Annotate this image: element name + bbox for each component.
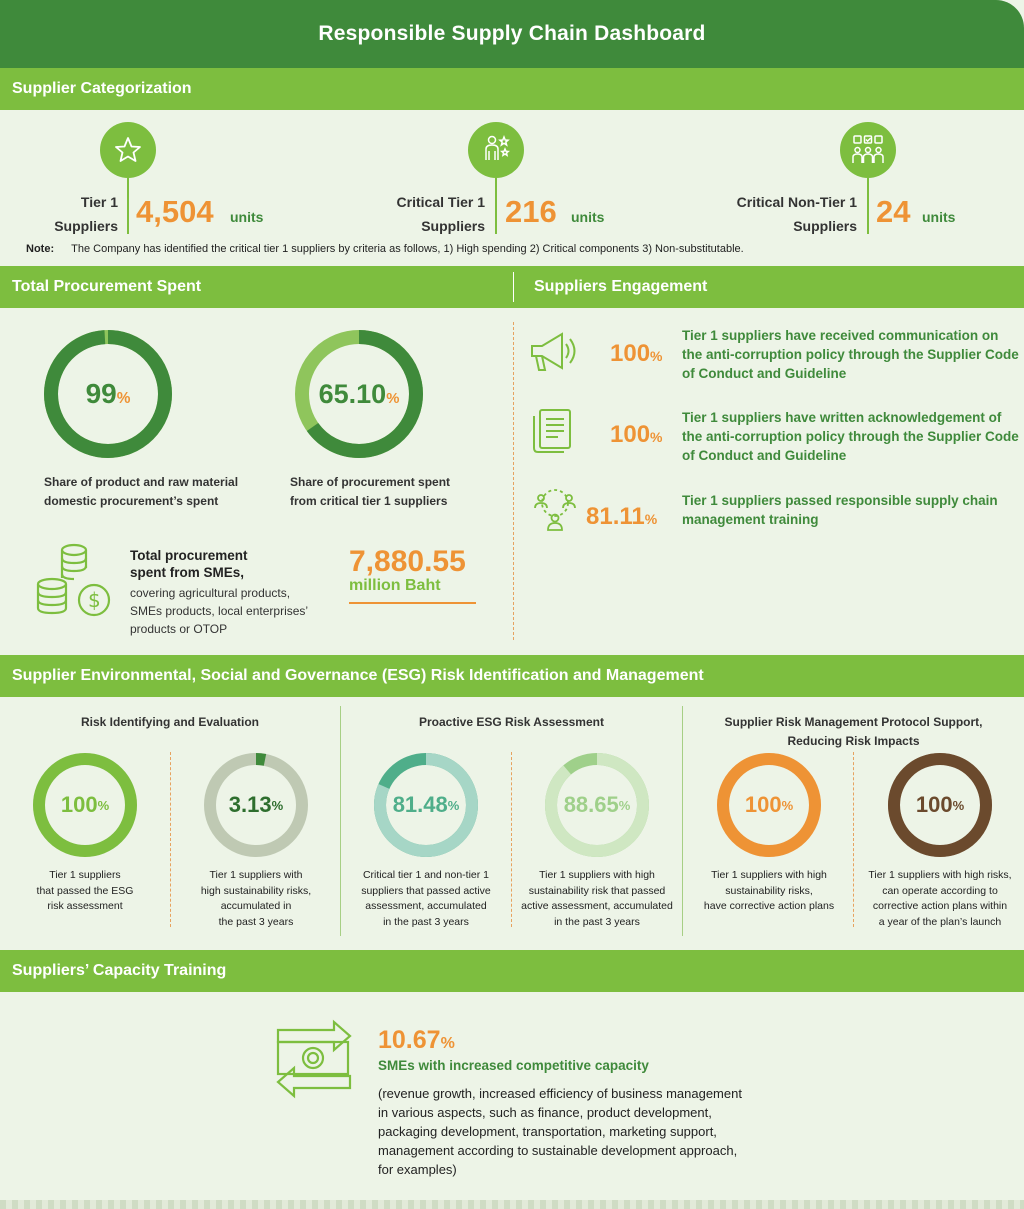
esg-donut-caption-4: Tier 1 suppliers with high sustainability risk that passed active assessment, accumulated in the past 3 years xyxy=(521,869,673,928)
training-subtitle: SMEs with increased competitive capacity xyxy=(378,1058,649,1073)
engagement-text-1: Tier 1 suppliers have received communication on the anti-corruption policy through the Supplier Code of Conduct and Guideline xyxy=(682,328,1019,381)
esg-donut-value-6: 100 % xyxy=(915,792,965,817)
smes-unit: million Baht xyxy=(349,577,441,594)
procurement-caption-domestic: Share of product and raw material domestic procurement’s spent xyxy=(44,475,239,508)
esg-donut-6 xyxy=(887,752,993,858)
engagement-value-3: 81.11% xyxy=(586,503,658,530)
document-icon xyxy=(530,406,576,459)
procurement-caption-critical: Share of procurement spent from critical tier 1 suppliers xyxy=(290,475,451,508)
esg-group-divider-2 xyxy=(682,706,683,936)
megaphone-icon xyxy=(528,330,578,381)
esg-donut-4 xyxy=(544,752,650,858)
section-header-procurement: Total Procurement Spent xyxy=(0,266,1024,308)
critical-tier1-label: Critical Tier 1 Suppliers xyxy=(396,194,485,234)
esg-donut-caption-2: Tier 1 suppliers with high sustainability risks, accumulated in the past 3 years xyxy=(200,869,312,928)
esg-donut-value-2: 3.13 % xyxy=(228,792,284,817)
smes-description: covering agricultural products, SMEs products, local enterprises’ products or OTOP xyxy=(130,586,309,636)
esg-donut-value-5: 100 % xyxy=(744,792,794,817)
svg-text:$: $ xyxy=(88,588,101,612)
page-title xyxy=(0,0,1024,68)
smes-title: Total procurement spent from SMEs, xyxy=(130,548,248,580)
group-check-icon xyxy=(840,122,896,178)
esg-donut-3 xyxy=(373,752,479,858)
critical-non-tier1-label: Critical Non-Tier 1 Suppliers xyxy=(736,194,857,234)
critical-non-tier1-value: 24 xyxy=(876,194,911,229)
section-header-training: Suppliers’ Capacity Training xyxy=(0,950,1024,992)
coins-icon xyxy=(34,540,118,629)
esg-donut-value-3: 81.48 % xyxy=(392,792,460,817)
esg-donut-value-1: 100 % xyxy=(60,792,110,817)
engagement-value-2: 100% xyxy=(610,421,663,448)
engagement-value-1: 100% xyxy=(610,340,663,367)
section-header-esg: Supplier Environmental, Social and Governance (ESG) Risk Identification and Management xyxy=(0,655,1024,697)
procurement-value-domestic: 99% xyxy=(85,378,131,409)
section-header-categorization: Supplier Categorization xyxy=(0,68,1024,110)
esg-donut-value-4: 88.65 % xyxy=(563,792,631,817)
training-description: (revenue growth, increased efficiency of business management in various aspects, such as finance, product development, packaging development, transportation, marketing support, management according to sustainable development approach, for examples) xyxy=(378,1086,742,1177)
critical-tier1-unit: units xyxy=(571,209,605,225)
note: Note: The Company has identified the critical tier 1 suppliers by criteria as follows, 1) High spending 2) Critical components 3) Non-substitutable. xyxy=(26,243,744,255)
critical-tier1-value: 216 xyxy=(505,194,557,229)
people-network-icon xyxy=(528,488,582,539)
training-value: 10.67% xyxy=(378,1026,455,1054)
engagement-text-3: Tier 1 suppliers passed responsible supply chain management training xyxy=(682,493,998,527)
star-icon xyxy=(100,122,156,178)
section-divider xyxy=(513,322,514,640)
esg-group-title-1: Risk Identifying and Evaluation xyxy=(80,715,260,729)
section-header-engagement: Suppliers Engagement xyxy=(534,278,708,295)
esg-donut-5 xyxy=(716,752,822,858)
esg-group-title-2: Proactive ESG Risk Assessment xyxy=(419,715,604,729)
esg-donut-1 xyxy=(32,752,138,858)
esg-donut-caption-5: Tier 1 suppliers with high sustainability risks, have corrective action plans xyxy=(703,869,835,912)
procurement-donut-critical xyxy=(295,330,423,458)
engagement-text-2: Tier 1 suppliers have written acknowledgement of the anti-corruption policy through the Supplier Code of Conduct and Guideline xyxy=(682,410,1019,463)
smes-value: 7,880.55 xyxy=(349,545,466,578)
tier1-unit: units xyxy=(230,209,264,225)
esg-donut-caption-3: Critical tier 1 and non-tier 1 suppliers that passed active assessment, accumulated in the past 3 years xyxy=(361,869,491,928)
critical-non-tier1-unit: units xyxy=(922,209,956,225)
tier1-value: 4,504 xyxy=(136,194,214,229)
procurement-donut-domestic xyxy=(44,330,172,458)
procurement-value-critical: 65.10% xyxy=(318,378,400,409)
person-stars-icon xyxy=(468,122,524,178)
esg-group-title-3: Supplier Risk Management Protocol Support, Reducing Risk Impacts xyxy=(724,715,983,748)
money-exchange-icon xyxy=(268,1018,360,1107)
tier1-label: Tier 1 Suppliers xyxy=(54,194,118,234)
esg-donut-caption-1: Tier 1 suppliers that passed the ESG risk assessment xyxy=(36,869,134,912)
smes-underline xyxy=(349,602,476,604)
esg-donut-caption-6: Tier 1 suppliers with high risks, can operate according to corrective action plans within a year of the plan’s launch xyxy=(868,869,1012,928)
page-title-text: Responsible Supply Chain Dashboard xyxy=(318,22,706,45)
bottom-strip xyxy=(0,1200,1024,1209)
esg-donut-2 xyxy=(203,752,309,858)
